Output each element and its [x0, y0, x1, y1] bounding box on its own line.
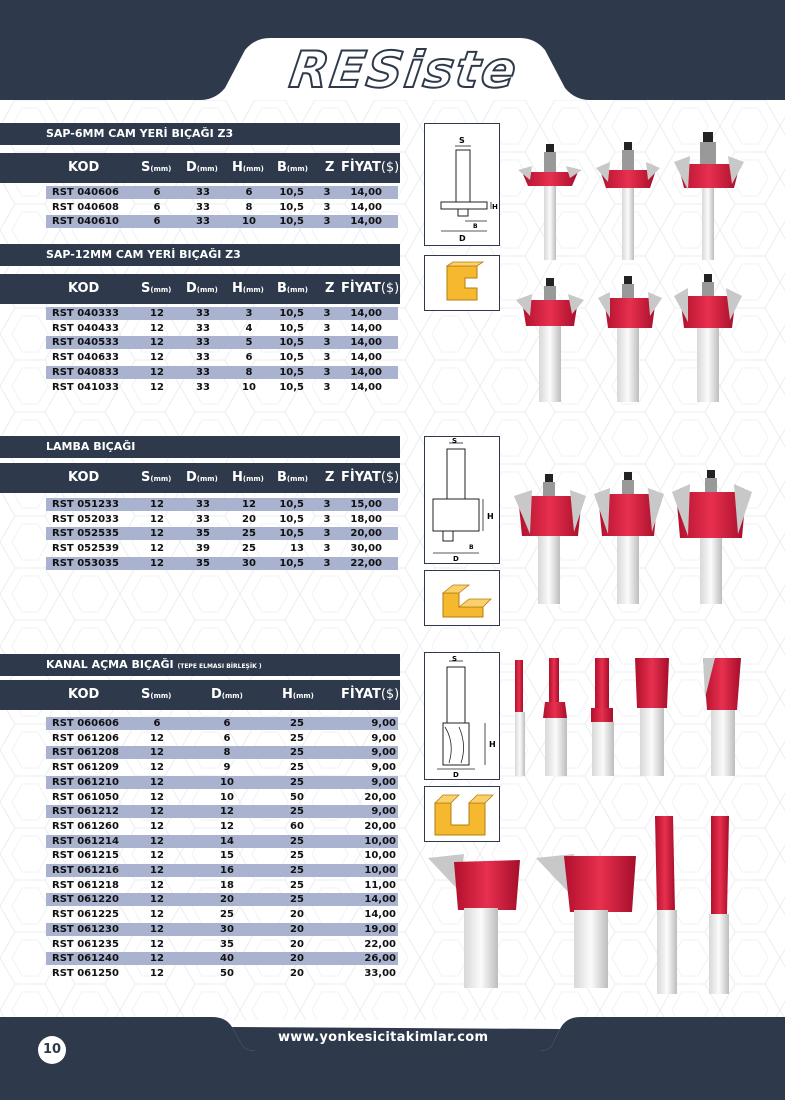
svg-text:H: H — [492, 203, 498, 211]
cell-d: 33 — [196, 308, 210, 319]
cell-s: 6 — [153, 201, 161, 213]
table-row — [46, 498, 398, 511]
cell-kod: RST 061208 — [52, 747, 119, 759]
cell-kod: RST 061212 — [52, 806, 119, 818]
cell-fiyat: 14,00 — [364, 894, 396, 906]
cell-kod: RST 040433 — [52, 322, 119, 334]
cell-h: 6 — [245, 352, 253, 364]
cell-z: 3 — [323, 337, 331, 349]
cell-fiyat: 11,00 — [364, 879, 396, 891]
cell-kod: RST 061225 — [52, 909, 119, 921]
product-images-sap-bits — [510, 122, 770, 412]
cell-fiyat: 14,00 — [350, 201, 382, 213]
cell-h: 30 — [242, 557, 256, 569]
footer-band — [0, 1015, 785, 1100]
header-d: D(mm) — [186, 160, 218, 175]
table-row — [46, 820, 398, 833]
table-row — [46, 732, 398, 745]
cell-b: 10,5 — [279, 499, 304, 510]
svg-text:H: H — [489, 740, 496, 749]
table-row — [46, 893, 398, 906]
cell-h: 60 — [290, 820, 304, 832]
cell-fiyat: 9,00 — [371, 762, 396, 774]
cell-s: 12 — [150, 352, 164, 364]
cell-h: 25 — [290, 718, 304, 729]
router-bit-image — [514, 474, 586, 604]
cell-s: 12 — [150, 322, 164, 334]
cell-fiyat: 9,00 — [371, 732, 396, 744]
cell-d: 35 — [220, 938, 234, 950]
cell-s: 12 — [150, 820, 164, 832]
cell-h: 25 — [290, 865, 304, 876]
cell-s: 12 — [150, 894, 164, 906]
cell-kod: RST 052535 — [52, 528, 119, 540]
cell-d: 33 — [196, 322, 210, 334]
product-images-lamba-bits — [510, 470, 770, 610]
cell-z: 3 — [323, 201, 331, 213]
table-row — [46, 746, 398, 759]
cell-z: 3 — [323, 308, 331, 319]
table-row — [46, 835, 398, 848]
cell-s: 12 — [150, 776, 164, 788]
cell-fiyat: 9,00 — [371, 776, 396, 788]
table-row — [46, 307, 398, 320]
section-title-sap12: SAP-12MM CAM YERİ BIÇAĞI Z3 — [0, 244, 400, 266]
table-row — [46, 215, 398, 228]
cell-h: 20 — [242, 513, 256, 525]
cell-kod: RST 061260 — [52, 820, 119, 832]
cell-z: 3 — [323, 187, 331, 198]
cell-s: 6 — [153, 187, 161, 198]
svg-text:H: H — [487, 512, 494, 521]
cell-kod: RST 053035 — [52, 557, 119, 569]
cell-kod: RST 040633 — [52, 352, 119, 364]
cell-b: 10,5 — [279, 528, 304, 540]
table-row — [46, 791, 398, 804]
cell-z: 3 — [323, 557, 331, 569]
cell-s: 12 — [150, 909, 164, 921]
cell-h: 5 — [245, 337, 253, 349]
cell-s: 12 — [150, 762, 164, 774]
cell-kod: RST 060606 — [52, 718, 119, 729]
cell-h: 25 — [242, 543, 256, 555]
cell-b: 10,5 — [279, 513, 304, 525]
cell-fiyat: 14,00 — [350, 216, 382, 228]
cell-b: 10,5 — [279, 352, 304, 364]
cell-fiyat: 10,00 — [364, 850, 396, 862]
cell-fiyat: 14,00 — [350, 187, 382, 198]
page-number: 10 — [38, 1036, 66, 1064]
cell-h: 25 — [290, 835, 304, 847]
cell-kod: RST 040333 — [52, 308, 119, 319]
cell-d: 6 — [223, 732, 231, 744]
cell-h: 6 — [245, 187, 253, 198]
cell-h: 25 — [242, 528, 256, 540]
section-title-lamba: LAMBA BIÇAĞI — [0, 436, 400, 458]
cell-d: 33 — [196, 201, 210, 213]
cell-d: 6 — [223, 718, 231, 729]
cell-h: 25 — [290, 806, 304, 818]
cell-fiyat: 22,00 — [350, 557, 382, 569]
cell-fiyat: 14,00 — [350, 337, 382, 349]
cell-z: 3 — [323, 322, 331, 334]
table-header-sap12: KOD S(mm) D(mm) H(mm) B(mm) Z FİYAT($) — [0, 274, 400, 304]
cell-z: 3 — [323, 216, 331, 228]
cell-h: 8 — [245, 201, 253, 213]
header-h: H(mm) — [232, 160, 264, 175]
svg-text:D: D — [453, 771, 459, 778]
cell-s: 12 — [150, 732, 164, 744]
router-bit-image — [635, 658, 669, 776]
cell-fiyat: 10,00 — [364, 865, 396, 876]
cell-kod: RST 040608 — [52, 201, 119, 213]
cell-s: 12 — [150, 513, 164, 525]
cell-fiyat: 20,00 — [364, 791, 396, 803]
cell-b: 10,5 — [279, 366, 304, 378]
cell-z: 3 — [323, 543, 331, 555]
header-z: Z — [325, 160, 335, 175]
cell-s: 12 — [150, 528, 164, 540]
table-row — [46, 542, 398, 555]
cell-h: 20 — [290, 953, 304, 965]
table-row — [46, 351, 398, 364]
cell-kod: RST 052033 — [52, 513, 119, 525]
table-row — [46, 717, 398, 730]
cell-kod: RST 040610 — [52, 216, 119, 228]
cell-kod: RST 040606 — [52, 187, 119, 198]
cell-b: 10,5 — [279, 201, 304, 213]
cell-kod: RST 052539 — [52, 543, 119, 555]
cell-s: 12 — [150, 557, 164, 569]
cell-h: 20 — [290, 909, 304, 921]
cell-z: 3 — [323, 381, 331, 393]
cell-h: 25 — [290, 776, 304, 788]
cell-s: 12 — [150, 337, 164, 349]
cell-d: 8 — [223, 747, 231, 759]
router-bit-image — [515, 660, 525, 776]
cell-fiyat: 9,00 — [371, 718, 396, 729]
cell-fiyat: 20,00 — [364, 820, 396, 832]
diagram-groove-profile-3 — [424, 786, 500, 842]
cell-s: 12 — [150, 747, 164, 759]
cell-fiyat: 10,00 — [364, 835, 396, 847]
cell-d: 33 — [196, 366, 210, 378]
brand-logo: RESiste — [286, 41, 522, 99]
cell-s: 12 — [150, 967, 164, 979]
table-row — [46, 201, 398, 214]
cell-fiyat: 14,00 — [350, 308, 382, 319]
cell-fiyat: 14,00 — [364, 909, 396, 921]
cell-h: 20 — [290, 923, 304, 935]
cell-kod: RST 061218 — [52, 879, 119, 891]
router-bit-image — [703, 658, 741, 776]
cell-d: 33 — [196, 352, 210, 364]
cell-s: 12 — [150, 366, 164, 378]
cell-s: 12 — [150, 923, 164, 935]
router-bit-image — [516, 278, 584, 402]
cell-d: 40 — [220, 953, 234, 965]
cell-d: 33 — [196, 381, 210, 393]
cell-kod: RST 061209 — [52, 762, 119, 774]
cell-h: 20 — [290, 967, 304, 979]
header-s: S(mm) — [141, 160, 172, 175]
cell-h: 12 — [242, 499, 256, 510]
cell-z: 3 — [323, 352, 331, 364]
cell-fiyat: 15,00 — [350, 499, 382, 510]
cell-b: 10,5 — [279, 557, 304, 569]
cell-z: 3 — [323, 528, 331, 540]
table-row — [46, 776, 398, 789]
cell-d: 25 — [220, 909, 234, 921]
cell-kod: RST 061214 — [52, 835, 119, 847]
cell-kod: RST 061216 — [52, 865, 119, 876]
product-images-wide-kanal-bits — [424, 852, 654, 992]
cell-z: 3 — [323, 513, 331, 525]
header-kod: KOD — [68, 160, 100, 175]
cell-s: 12 — [150, 953, 164, 965]
header-b: B(mm) — [277, 160, 308, 175]
router-bit-image — [536, 854, 636, 988]
cell-h: 25 — [290, 850, 304, 862]
cell-s: 12 — [150, 835, 164, 847]
table-row — [46, 938, 398, 951]
cell-b: 10,5 — [279, 187, 304, 198]
table-row — [46, 761, 398, 774]
website-url[interactable]: www.yonkesicitakimlar.com — [278, 1030, 489, 1045]
header-fiyat: FİYAT($) — [341, 160, 400, 175]
table-row — [46, 864, 398, 877]
cell-d: 33 — [196, 499, 210, 510]
cell-s: 12 — [150, 381, 164, 393]
cell-kod: RST 061050 — [52, 791, 119, 803]
cell-h: 20 — [290, 938, 304, 950]
cell-s: 12 — [150, 791, 164, 803]
cell-h: 25 — [290, 879, 304, 891]
cell-kod: RST 061235 — [52, 938, 119, 950]
cell-b: 10,5 — [279, 337, 304, 349]
cell-kod: RST 061230 — [52, 923, 119, 935]
cell-d: 10 — [220, 776, 234, 788]
svg-text:S: S — [452, 655, 458, 663]
cell-s: 12 — [150, 806, 164, 818]
router-bit-image — [428, 854, 520, 988]
cell-h: 3 — [245, 308, 253, 319]
table-row — [46, 849, 398, 862]
cell-d: 12 — [220, 820, 234, 832]
table-row — [46, 513, 398, 526]
cell-d: 16 — [220, 865, 234, 876]
cell-h: 4 — [245, 322, 253, 334]
cell-kod: RST 061220 — [52, 894, 119, 906]
cell-fiyat: 14,00 — [350, 352, 382, 364]
cell-s: 6 — [153, 216, 161, 228]
table-row — [46, 381, 398, 394]
cell-d: 30 — [220, 923, 234, 935]
router-bit-image — [594, 472, 664, 604]
cell-fiyat: 30,00 — [350, 543, 382, 555]
cell-fiyat: 19,00 — [364, 923, 396, 935]
cell-h: 10 — [242, 216, 256, 228]
cell-kod: RST 061210 — [52, 776, 119, 788]
table-row — [46, 923, 398, 936]
cell-kod: RST 040533 — [52, 337, 119, 349]
cell-d: 33 — [196, 187, 210, 198]
cell-d: 9 — [223, 762, 231, 774]
cell-s: 6 — [153, 718, 161, 729]
router-bit-image — [591, 658, 614, 776]
table-row — [46, 952, 398, 965]
svg-text:D: D — [453, 555, 459, 562]
cell-d: 15 — [220, 850, 234, 862]
diagram-lamba-bit — [424, 436, 500, 564]
cell-b: 13 — [290, 543, 304, 555]
cell-d: 12 — [220, 806, 234, 818]
cell-s: 12 — [150, 499, 164, 510]
router-bit-image — [674, 132, 744, 260]
router-bit-image — [674, 274, 742, 402]
cell-b: 10,5 — [279, 381, 304, 393]
cell-s: 12 — [150, 850, 164, 862]
cell-kod: RST 061215 — [52, 850, 119, 862]
cell-d: 14 — [220, 835, 234, 847]
cell-d: 39 — [196, 543, 210, 555]
cell-h: 8 — [245, 366, 253, 378]
section-title-kanal: KANAL AÇMA BIÇAĞI (TEPE ELMASI BİRLEŞİK ) — [0, 654, 400, 676]
cell-d: 10 — [220, 791, 234, 803]
table-row — [46, 366, 398, 379]
cell-d: 35 — [196, 557, 210, 569]
svg-text:B: B — [469, 544, 474, 551]
cell-b: 10,5 — [279, 308, 304, 319]
table-row — [46, 186, 398, 199]
cell-kod: RST 051233 — [52, 499, 119, 510]
cell-fiyat: 14,00 — [350, 322, 382, 334]
cell-b: 10,5 — [279, 216, 304, 228]
table-row — [46, 879, 398, 892]
table-row — [46, 908, 398, 921]
table-header-lamba: KOD S(mm) D(mm) H(mm) B(mm) Z FİYAT($) — [0, 463, 400, 493]
cell-fiyat: 33,00 — [364, 967, 396, 979]
cell-d: 20 — [220, 894, 234, 906]
diagram-groove-profile-2 — [424, 570, 500, 626]
table-row — [46, 557, 398, 570]
svg-text:D: D — [459, 234, 466, 243]
cell-s: 12 — [150, 865, 164, 876]
cell-h: 10 — [242, 381, 256, 393]
cell-fiyat: 26,00 — [364, 953, 396, 965]
cell-kod: RST 040833 — [52, 366, 119, 378]
cell-kod: RST 041033 — [52, 381, 119, 393]
cell-h: 25 — [290, 732, 304, 744]
cell-fiyat: 20,00 — [350, 528, 382, 540]
table-row — [46, 336, 398, 349]
table-header-sap6 — [0, 153, 400, 183]
router-bit-image — [596, 142, 660, 260]
cell-d: 33 — [196, 513, 210, 525]
cell-fiyat: 9,00 — [371, 747, 396, 759]
cell-h: 25 — [290, 747, 304, 759]
diagram-sap-bit — [424, 123, 500, 246]
cell-h: 50 — [290, 791, 304, 803]
svg-text:S: S — [452, 437, 458, 445]
router-bit-image — [672, 470, 752, 604]
cell-kod: RST 061206 — [52, 732, 119, 744]
cell-h: 25 — [290, 894, 304, 906]
cell-kod: RST 061250 — [52, 967, 119, 979]
table-row — [46, 967, 398, 980]
cell-fiyat: 22,00 — [364, 938, 396, 950]
cell-s: 12 — [150, 543, 164, 555]
svg-text:B: B — [473, 223, 478, 230]
router-bit-image — [709, 816, 729, 994]
table-row — [46, 805, 398, 818]
cell-s: 12 — [150, 308, 164, 319]
cell-s: 12 — [150, 938, 164, 950]
router-bit-image — [518, 144, 582, 260]
cell-s: 12 — [150, 879, 164, 891]
cell-z: 3 — [323, 499, 331, 510]
dim-s-label: S — [459, 136, 465, 145]
diagram-kanal-bit — [424, 652, 500, 780]
cell-h: 25 — [290, 762, 304, 774]
section-title-sap6: SAP-6MM CAM YERİ BIÇAĞI Z3 — [0, 123, 400, 145]
cell-d: 50 — [220, 967, 234, 979]
cell-fiyat: 9,00 — [371, 806, 396, 818]
router-bit-image — [598, 276, 662, 402]
cell-fiyat: 14,00 — [350, 381, 382, 393]
cell-b: 10,5 — [279, 322, 304, 334]
cell-d: 35 — [196, 528, 210, 540]
cell-d: 33 — [196, 337, 210, 349]
table-row — [46, 322, 398, 335]
router-bit-image — [543, 658, 567, 776]
cell-fiyat: 14,00 — [350, 366, 382, 378]
cell-d: 33 — [196, 216, 210, 228]
cell-z: 3 — [323, 366, 331, 378]
table-header-kanal: KOD S(mm) D(mm) H(mm) FİYAT($) — [0, 680, 400, 710]
table-row — [46, 527, 398, 540]
cell-d: 18 — [220, 879, 234, 891]
cell-kod: RST 061240 — [52, 953, 119, 965]
router-bit-image — [655, 816, 677, 994]
cell-fiyat: 18,00 — [350, 513, 382, 525]
diagram-groove-profile-1 — [424, 255, 500, 311]
